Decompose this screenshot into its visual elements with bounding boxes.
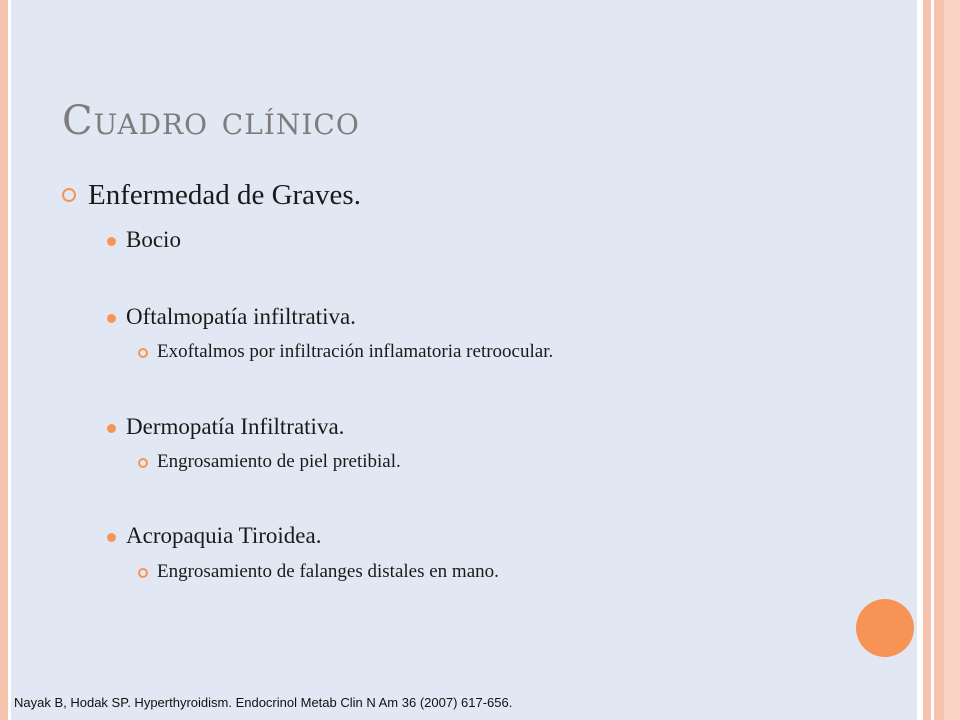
list-item-acropaquia: Acropaquia Tiroidea. xyxy=(126,523,322,548)
right-decorative-stripe xyxy=(923,0,931,720)
right-decorative-stripe xyxy=(934,0,944,720)
small-ring-bullet-icon xyxy=(138,458,148,468)
decorative-orange-circle xyxy=(856,599,914,657)
heading-enfermedad-de-graves: Enfermedad de Graves. xyxy=(88,179,361,211)
sub-item-engrosamiento-falanges: Engrosamiento de falanges distales en mano. xyxy=(157,561,499,582)
small-ring-bullet-icon xyxy=(138,348,148,358)
dot-bullet-icon xyxy=(107,314,116,323)
sub-item-exoftalmos: Exoftalmos por infiltración inflamatoria retroocular. xyxy=(157,341,554,362)
right-decorative-stripe xyxy=(944,0,960,720)
sub-item-engrosamiento-piel: Engrosamiento de piel pretibial. xyxy=(157,451,401,472)
dot-bullet-icon xyxy=(107,533,116,542)
dot-bullet-icon xyxy=(107,237,116,246)
citation-footnote: Nayak B, Hodak SP. Hyperthyroidism. Endocrinol Metab Clin N Am 36 (2007) 617-656. xyxy=(14,695,513,710)
small-ring-bullet-icon xyxy=(138,568,148,578)
list-item-dermopatia: Dermopatía Infiltrativa. xyxy=(126,414,345,439)
left-decorative-stripe xyxy=(0,0,8,720)
slide-title: Cuadro clínico xyxy=(62,98,360,144)
list-item-oftalmopatia: Oftalmopatía infiltrativa. xyxy=(126,304,356,329)
list-item-bocio: Bocio xyxy=(126,227,181,252)
ring-bullet-icon xyxy=(62,188,76,202)
dot-bullet-icon xyxy=(107,424,116,433)
